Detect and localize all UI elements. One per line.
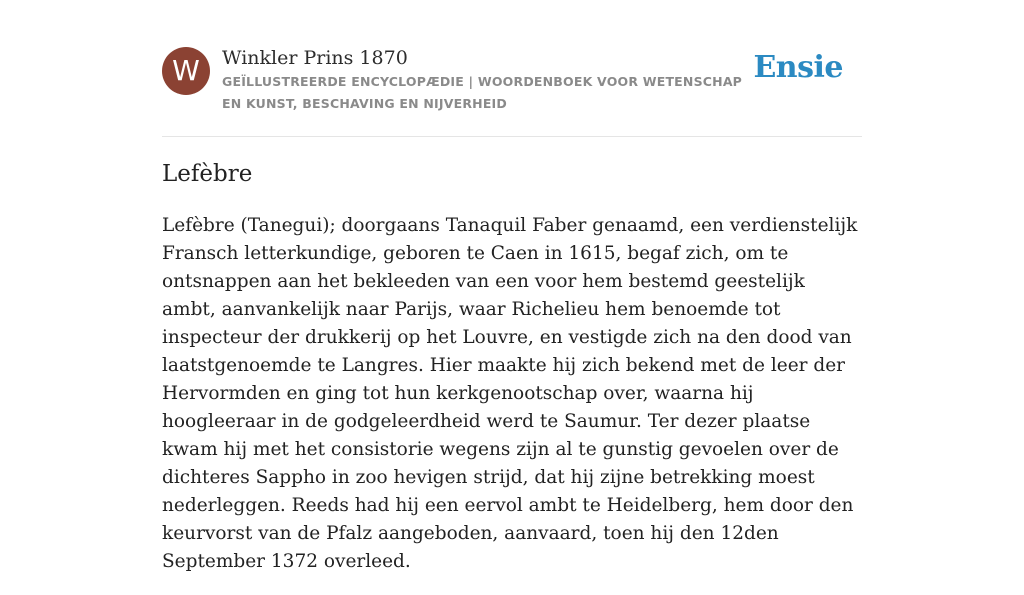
ensie-logo-link[interactable]: Ensie [753, 50, 843, 85]
source-info [222, 44, 752, 115]
source-title[interactable]: Winkler Prins 1870 [222, 47, 408, 69]
source-header [162, 44, 862, 137]
article [162, 156, 862, 595]
source-avatar[interactable]: W [162, 47, 210, 95]
article-title: Lefèbre [162, 161, 253, 187]
source-subtitle: GEÏLLUSTREERDE ENCYCLOPÆDIE | WOORDENBOEK VOOR WETENSCHAP EN KUNST, BESCHAVING EN NIJVERHEID [222, 74, 743, 111]
article-body: Lefèbre (Tanegui); doorgaans Tanaquil Faber genaamd, een verdienstelijk Fransch letterkundige, geboren te Caen in 1615, begaf zich, om te ontsnappen aan het bekleeden van een voor hem bestemd geestelijk ambt, aanvankelijk naar Parijs, waar Richelieu hem benoemde tot inspecteur der drukkerij op het Louvre, en vestigde zich na den dood van laatstgenoemde te Langres. Hier maakte hij zich bekend met de leer der Hervormden en ging tot hun kerkgenootschap over, waarna hij hoogleeraar in de godgeleerdheid werd te Saumur. Ter dezer plaatse kwam hij met het consistorie wegens zijn al te gunstig gevoelen over de dichteres Sappho in zoo hevigen strijd, dat hij zijne betrekking moest nederleggen. Reeds had hij een eervol ambt te Heidelberg, hem door den keurvorst van de Pfalz aangeboden, aanvaard, toen hij den 12den September 1372 overleed. [162, 215, 858, 572]
